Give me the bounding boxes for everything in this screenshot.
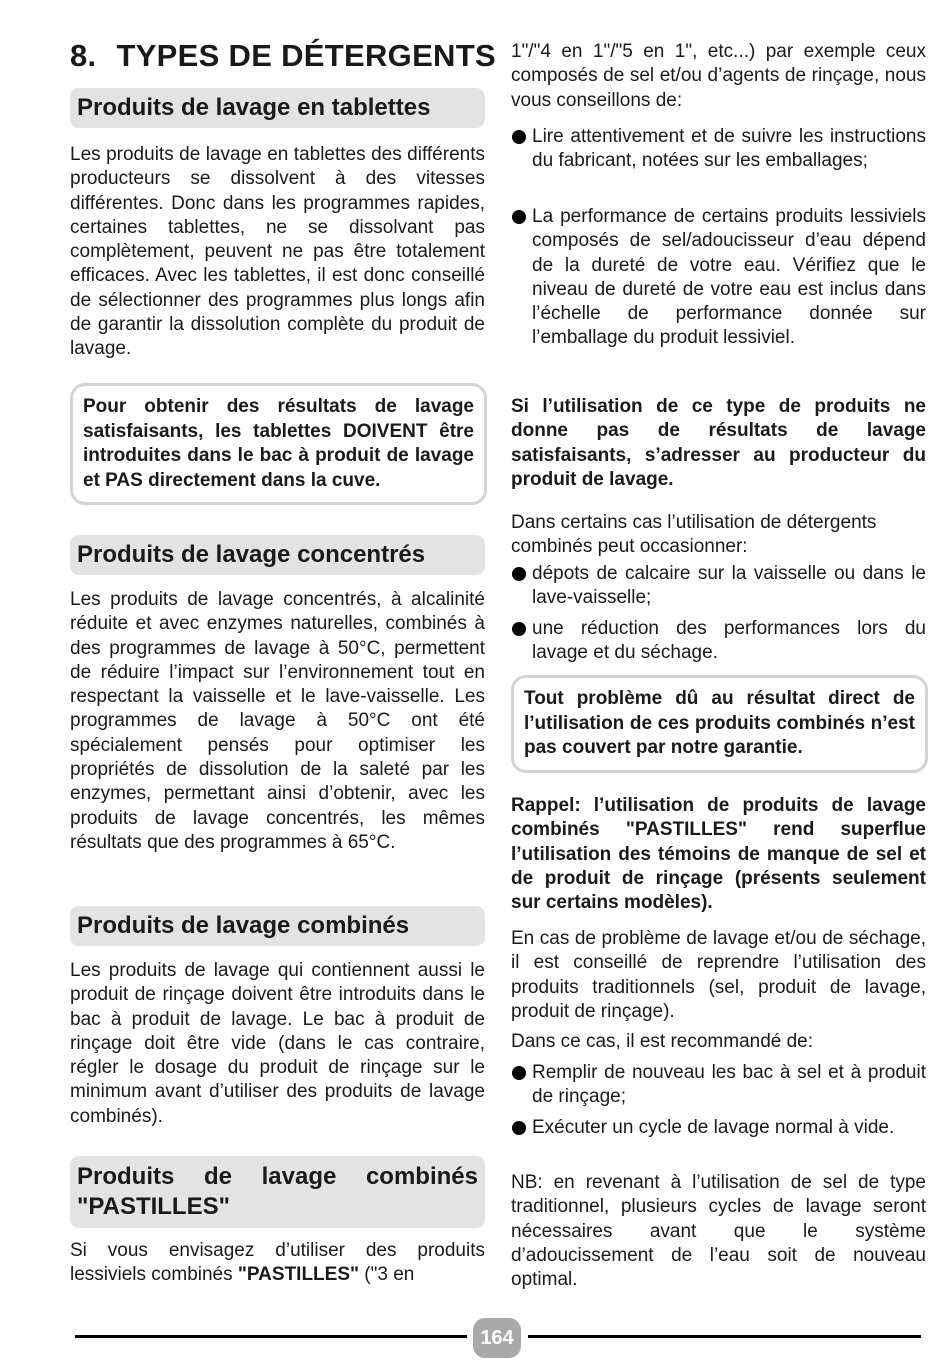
- cases-intro: Dans certains cas l’utilisation de détergents combinés peut occasionner:: [511, 512, 877, 558]
- heading-combines: Produits de lavage combinés: [70, 906, 485, 946]
- paragraph-combines: Les produits de lavage qui contiennent aussi le produit de rinçage doivent être introduits dans le bac à produit de lavage. Le bac à produit de rinçage doit être vide (dans le cas contraire, régler le dosage du produit de rinçage sur le minimum avant d’utiliser des produits de lavage combinés).: [70, 960, 485, 1127]
- list-item: [511, 617, 926, 666]
- page-number: 164: [473, 1318, 521, 1358]
- nb-paragraph: NB: en revenant à l’utilisation de sel de type traditionnel, plusieurs cycles de lavage seront nécessaires avant que le système d’adoucissement de l’eau soit de nouveau optimal.: [511, 1172, 926, 1291]
- section-number: 8.: [70, 38, 97, 73]
- paragraph-tablettes: Les produits de lavage en tablettes des différents producteurs se dissolvent à des vitesses différentes. Donc dans les programmes rapides, certaines tablettes, ne se dissolvant pas complètement, peuvent ne pas être totalement efficaces. Avec les tablettes, il est donc conseillé de sélectionner des programmes plus longs afin de garantir la dissolution complète du produit de lavage.: [70, 144, 485, 360]
- intro-text: Si vous envisagez d’utiliser des produits lessiviels combinés: [70, 1240, 485, 1286]
- bullet-icon: [512, 622, 526, 636]
- paragraph-pastilles-continued: 1"/"4 en 1"/"5 en 1", etc...) par exemple ceux composés de sel et/ou d’agents de rinçage, nous vous conseillons de:: [511, 41, 926, 111]
- list-item-text: La performance de certains produits lessiviels composés de sel/adoucisseur d’eau dépend de la dureté de votre eau. Vérifiez que le niveau de dureté de votre eau est inclus dans l’échelle de performance donnée sur l’emballage du produit lessiviel.: [532, 206, 926, 349]
- bullet-icon: [512, 567, 526, 581]
- list-item-text: une réduction des performances lors du lavage et du séchage.: [532, 618, 926, 664]
- reminder-paragraph: Rappel: l’utilisation de produits de lavage combinés "PASTILLES" rend superflue l’utilisation des témoins de manque de sel et de produit de rinçage (présents seulement sur certains modèles).: [511, 795, 926, 914]
- heading-concentres: Produits de lavage concentrés: [70, 535, 485, 575]
- list-item: [511, 1061, 926, 1110]
- intro-bold-text: "PASTILLES": [237, 1264, 360, 1286]
- bullet-icon: [512, 1121, 526, 1135]
- page-title: [70, 38, 496, 74]
- heading-pastilles: Produits de lavage combinés "PASTILLES": [70, 1156, 485, 1228]
- list-item: [511, 1116, 926, 1140]
- list-item-text: Lire attentivement et de suivre les instructions du fabricant, notées sur les emballages;: [532, 126, 926, 172]
- list-item: [511, 205, 926, 351]
- section-title: TYPES DE DÉTERGENTS: [116, 38, 496, 73]
- footer-rule-left: [75, 1335, 467, 1338]
- bullet-icon: [512, 1066, 526, 1080]
- recommend-intro: Dans ce cas, il est recommandé de:: [511, 1031, 814, 1052]
- list-item: [511, 562, 926, 611]
- list-item: [511, 125, 926, 174]
- paragraph-pastilles-intro: [70, 1239, 485, 1288]
- intro-end-text: ("3 en: [359, 1264, 415, 1286]
- list-item-text: dépots de calcaire sur la vaisselle ou dans le lave-vaisselle;: [532, 563, 926, 609]
- list-item-text: Exécuter un cycle de lavage normal à vide.: [532, 1117, 895, 1138]
- notice-tablettes: Pour obtenir des résultats de lavage satisfaisants, les tablettes DOIVENT être introduites dans le bac à produit de lavage et PAS directement dans la cuve.: [70, 383, 487, 505]
- bullet-icon: [512, 210, 526, 224]
- heading-tablettes: Produits de lavage en tablettes: [70, 88, 485, 128]
- list-item-text: Remplir de nouveau les bac à sel et à produit de rinçage;: [532, 1062, 926, 1108]
- bullet-icon: [512, 130, 526, 144]
- paragraph-concentres: Les produits de lavage concentrés, à alcalinité réduite et avec enzymes naturelles, combinés à des programmes de lavage à 50°C, permettent de réduire l’impact sur l’environnement tout en respectant la vaisselle et le lave-vaisselle. Les programmes de lavage à 50°C ont été spécialement pensés pour optimiser les propriétés de dissolution de la saleté par les enzymes, permettant ainsi d’obtenir, avec les produits de lavage concentrés, les mêmes résultats que des programmes à 65°C.: [70, 589, 485, 853]
- guarantee-notice: Tout problème dû au résultat direct de l’utilisation de ces produits combinés n’est pas couvert par notre garantie.: [511, 675, 928, 773]
- warning-paragraph: Si l’utilisation de ce type de produits ne donne pas de résultats de lavage satisfaisants, s’adresser au producteur du produit de lavage.: [511, 396, 926, 490]
- footer-rule-right: [528, 1335, 921, 1338]
- problem-paragraph: En cas de problème de lavage et/ou de séchage, il est conseillé de reprendre l’utilisation des produits traditionnels (sel, produit de lavage, produit de rinçage).: [511, 928, 926, 1022]
